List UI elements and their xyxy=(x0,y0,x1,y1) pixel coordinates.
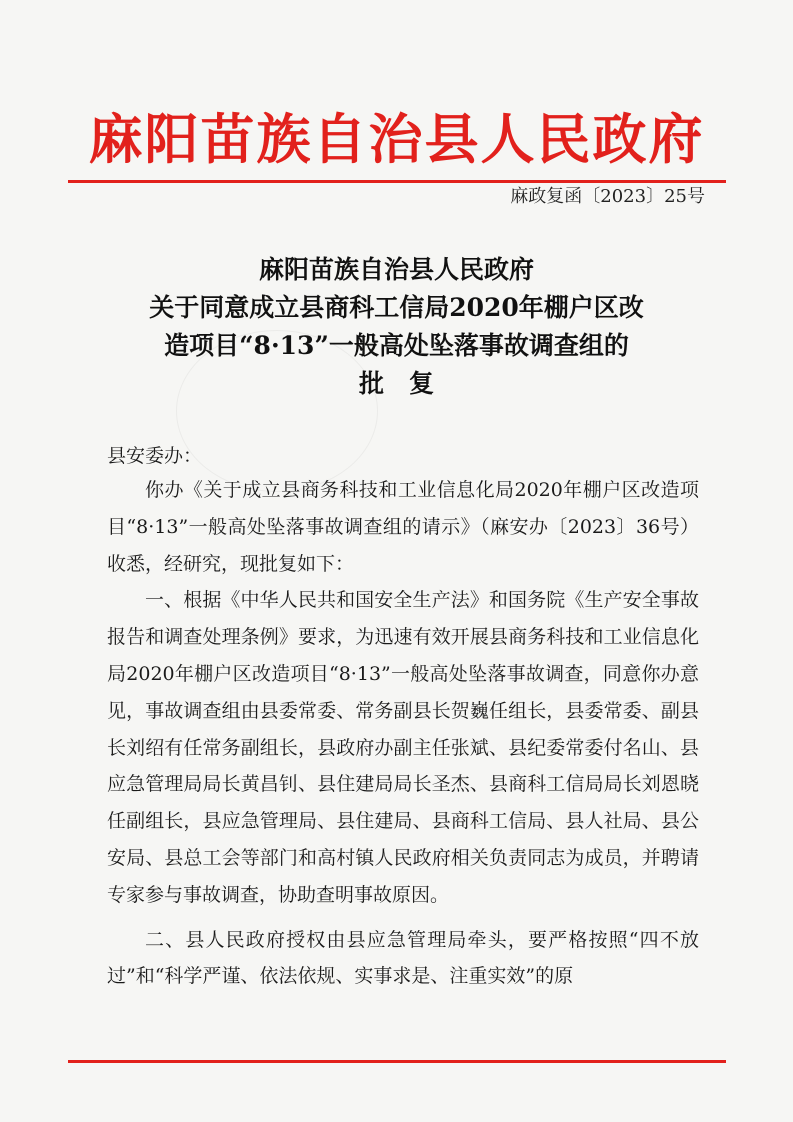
body-text xyxy=(107,472,699,995)
paragraph-2: 一、根据《中华人民共和国安全生产法》和国务院《生产安全事故报告和调查处理条例》要求，为迅速有效开展县商务科技和工业信息化局2020年棚户区改造项目“8·13”一般高处坠落事故调查，同意你办意见，事故调查组由县委常委、常务副县长贺巍任组长，县委常委、副县长刘绍有任常务副组长，县政府办副主任张斌、县纪委常委付名山、县应急管理局局长黄昌钊、县住建局局长圣杰、县商科工信局局长刘恩晓任副组长，县应急管理局、县住建局、县商科工信局、县人社局、县公安局、县总工会等部门和高村镇人民政府相关负责同志为成员，并聘请专家参与事故调查，协助查明事故原因。 xyxy=(107,589,699,906)
title-line-3: 造项目“8·13”一般高处坠落事故调查组的 xyxy=(164,331,629,360)
document-number: 麻政复函〔2023〕25号 xyxy=(510,186,705,207)
paragraph-1: 你办《关于成立县商务科技和工业信息化局2020年棚户区改造项目“8·13”一般高处坠落事故调查组的请示》（麻安办〔2023〕36号）收悉，经研究，现批复如下： xyxy=(107,479,699,575)
addressee: 县安委办： xyxy=(107,445,203,467)
title-line-4: 批 复 xyxy=(358,369,434,398)
document-title xyxy=(60,251,733,403)
header-red-rule xyxy=(68,180,726,183)
issuer-header: 麻阳苗族自治县人民政府 xyxy=(88,108,705,171)
paragraph-3: 二、县人民政府授权由县应急管理局牵头，要严格按照“四不放过”和“科学严谨、依法依规、实事求是、注重实效”的原 xyxy=(107,928,699,988)
title-line-2: 关于同意成立县商科工信局2020年棚户区改 xyxy=(149,293,644,322)
footer-red-rule xyxy=(68,1060,726,1063)
title-line-1: 麻阳苗族自治县人民政府 xyxy=(258,255,534,284)
